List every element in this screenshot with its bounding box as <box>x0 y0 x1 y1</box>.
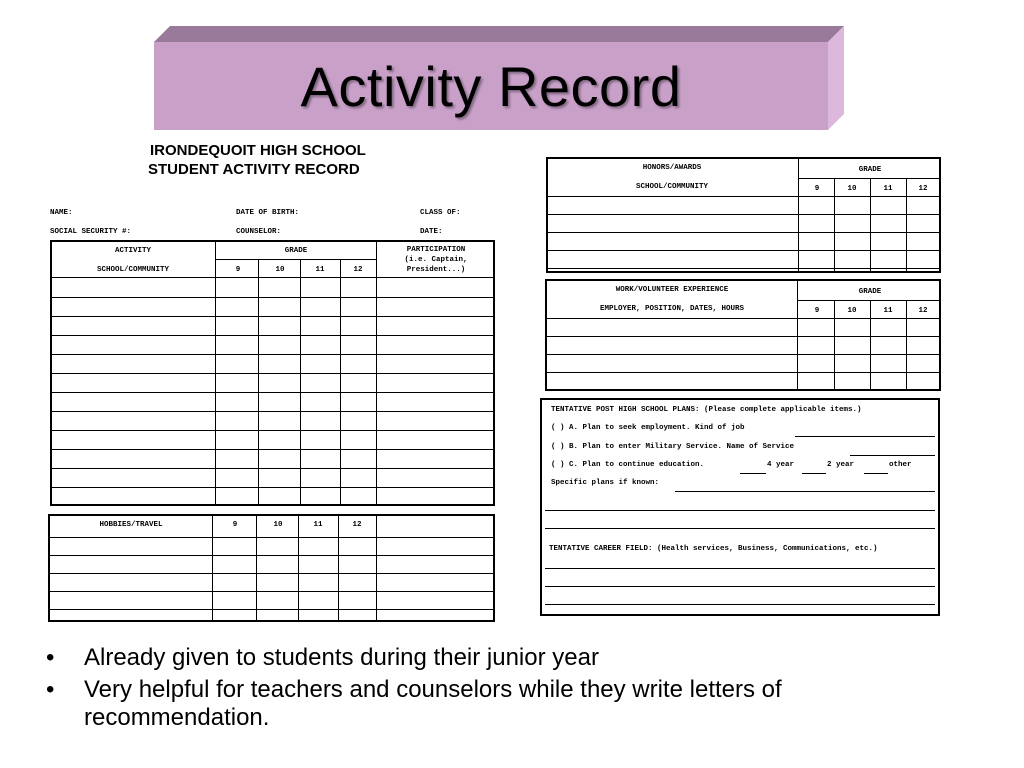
plan-b-line <box>850 455 935 456</box>
career-line-2 <box>545 586 935 587</box>
dob-field: DATE OF BIRTH: <box>236 209 300 217</box>
work-grade-row-line <box>797 300 939 301</box>
work-row-line <box>547 372 939 373</box>
activity-row-line <box>52 297 493 298</box>
activity-grade-12: 12 <box>353 266 363 274</box>
hobbies-grade-10: 10 <box>273 521 283 529</box>
work-row-line <box>547 336 939 337</box>
date-field: DATE: <box>420 228 443 236</box>
work-column-line <box>906 300 907 389</box>
specific-line-1 <box>675 491 935 492</box>
bullet-text: Already given to students during their junior year <box>84 644 599 671</box>
participation-hint-1: (i.e. Captain, <box>404 256 468 264</box>
work-grade-11: 11 <box>883 307 893 315</box>
activity-row-line <box>52 316 493 317</box>
bullet-item <box>46 644 946 672</box>
bullet-text: Very helpful for teachers and counselors while they write letters of recommendation. <box>84 676 782 731</box>
participation-header: PARTICIPATION <box>406 246 466 254</box>
record-title: STUDENT ACTIVITY RECORD <box>148 161 360 178</box>
work-column-line <box>834 300 835 389</box>
name-field: NAME: <box>50 209 73 217</box>
hobbies-header: HOBBIES/TRAVEL <box>99 521 163 529</box>
hobbies-row-line <box>50 537 493 538</box>
hobbies-column-line <box>256 516 257 620</box>
honors-column-line <box>906 178 907 272</box>
work-grade-12: 12 <box>918 307 928 315</box>
honors-grade-header: GRADE <box>858 166 882 174</box>
activity-row-line <box>52 468 493 469</box>
activity-row-line <box>52 449 493 450</box>
honors-column-line <box>870 178 871 272</box>
honors-header: HONORS/AWARDS <box>642 164 702 172</box>
plan-c-other: other <box>889 461 912 469</box>
work-grade-9: 9 <box>814 307 820 315</box>
honors-row-line <box>548 214 939 215</box>
bullet-marker: • <box>46 644 55 671</box>
specific-plans: Specific plans if known: <box>551 479 660 487</box>
class-of-field: CLASS OF: <box>420 209 461 217</box>
work-row-line <box>547 318 939 319</box>
specific-line-2 <box>545 510 935 511</box>
activity-column-line <box>258 260 259 504</box>
plan-c: ( ) C. Plan to continue education. <box>551 461 705 469</box>
honors-grade-10: 10 <box>847 185 857 193</box>
honors-row-line <box>548 250 939 251</box>
school-name: IRONDEQUOIT HIGH SCHOOL <box>150 142 366 159</box>
counselor-field: COUNSELOR: <box>236 228 282 236</box>
hobbies-row-line <box>50 609 493 610</box>
activity-col-header: ACTIVITY <box>114 247 151 255</box>
activity-row-line <box>52 487 493 488</box>
hobbies-column-line <box>298 516 299 620</box>
activity-grade-10: 10 <box>275 266 285 274</box>
plan-c-4year: 4 year <box>767 461 795 469</box>
ssn-field: SOCIAL SECURITY #: <box>50 228 132 236</box>
plan-c-2year: 2 year <box>827 461 855 469</box>
activity-col-subheader: SCHOOL/COMMUNITY <box>96 266 169 274</box>
activity-row-line <box>52 277 493 278</box>
honors-grade-9: 9 <box>814 185 820 193</box>
hobbies-column-line <box>338 516 339 620</box>
activity-row-line <box>52 430 493 431</box>
work-subheader: EMPLOYER, POSITION, DATES, HOURS <box>599 305 745 313</box>
activity-column-line <box>300 260 301 504</box>
honors-column-line <box>798 159 799 271</box>
career-line-3 <box>545 604 935 605</box>
work-grade-10: 10 <box>847 307 857 315</box>
activity-column-line <box>215 242 216 504</box>
participation-hint-2: President...) <box>406 266 466 274</box>
work-grade-header: GRADE <box>858 288 882 296</box>
activity-column-line <box>340 260 341 504</box>
hobbies-column-line <box>376 516 377 620</box>
work-header: WORK/VOLUNTEER EXPERIENCE <box>615 286 729 294</box>
activity-row-line <box>52 335 493 336</box>
activity-grade-header: GRADE <box>284 247 308 255</box>
activity-grade-divider <box>216 259 376 260</box>
banner-top-face <box>154 26 844 42</box>
hobbies-grade-12: 12 <box>352 521 362 529</box>
career-line-1 <box>545 568 935 569</box>
hobbies-row-line <box>50 573 493 574</box>
honors-row-line <box>548 196 939 197</box>
honors-grade-row-line <box>798 178 939 179</box>
activity-row-line <box>52 373 493 374</box>
activity-grade-11: 11 <box>315 266 325 274</box>
hobbies-grade-11: 11 <box>313 521 323 529</box>
bullet-marker: • <box>46 676 55 703</box>
honors-subheader: SCHOOL/COMMUNITY <box>635 183 708 191</box>
work-column-line <box>870 300 871 389</box>
specific-line-3 <box>545 528 935 529</box>
plan-a-line <box>795 436 935 437</box>
honors-grade-11: 11 <box>883 185 893 193</box>
hobbies-table <box>48 514 495 622</box>
title-banner <box>154 26 844 130</box>
activity-row-line <box>52 411 493 412</box>
hobbies-row-line <box>50 555 493 556</box>
plan-a: ( ) A. Plan to seek employment. Kind of job <box>551 424 745 432</box>
honors-column-line <box>834 178 835 272</box>
honors-row-line <box>548 232 939 233</box>
career-field: TENTATIVE CAREER FIELD: (Health services, Business, Communications, etc.) <box>549 545 878 553</box>
plans-heading: TENTATIVE POST HIGH SCHOOL PLANS: (Please complete applicable items.) <box>551 406 862 414</box>
banner-front-face <box>154 42 828 130</box>
honors-table <box>546 157 941 273</box>
plan-c-other-line <box>864 473 888 474</box>
hobbies-grade-9: 9 <box>232 521 238 529</box>
hobbies-row-line <box>50 591 493 592</box>
activity-row-line <box>52 354 493 355</box>
hobbies-column-line <box>212 516 213 620</box>
honors-row-line <box>548 268 939 269</box>
work-column-line <box>797 281 798 389</box>
plan-c-4year-line <box>740 473 766 474</box>
activity-column-line <box>376 242 377 504</box>
activity-row-line <box>52 392 493 393</box>
slide-title: Activity Record <box>300 54 682 118</box>
bullet-list <box>46 644 946 736</box>
plan-c-2year-line <box>802 473 826 474</box>
banner-side-face <box>828 26 844 130</box>
activity-grade-9: 9 <box>235 266 241 274</box>
bullet-item <box>46 676 946 732</box>
honors-grade-12: 12 <box>918 185 928 193</box>
work-row-line <box>547 354 939 355</box>
plan-b: ( ) B. Plan to enter Military Service. Name of Service <box>551 443 795 451</box>
